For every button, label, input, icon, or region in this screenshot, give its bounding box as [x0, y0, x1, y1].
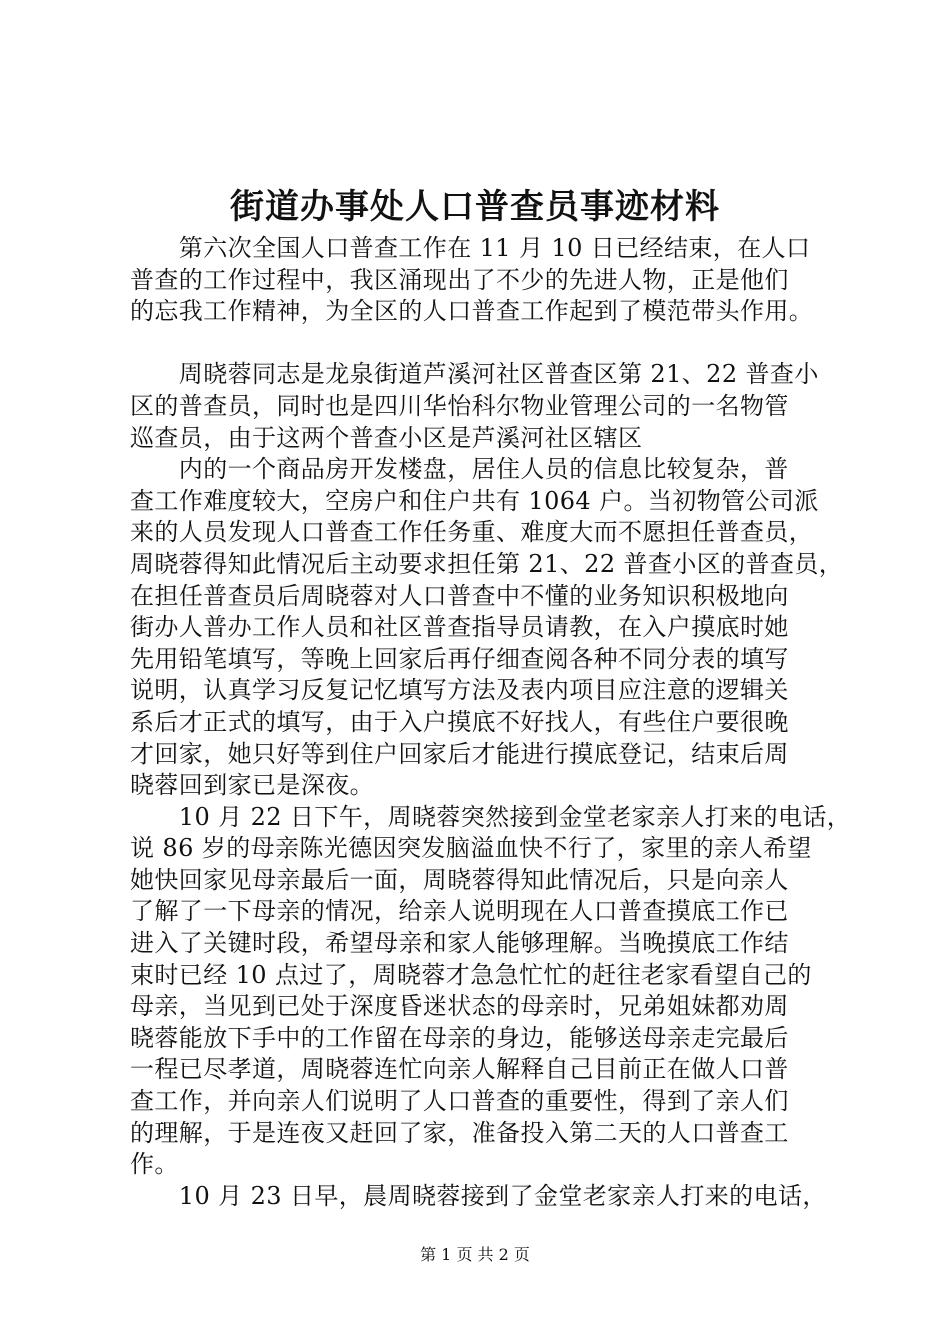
body-line: 系后才正式的填写，由于入户摸底不好找人，有些住户要很晚: [130, 707, 789, 736]
body-line: 10 月 22 日下午，周晓蓉突然接到金堂老家亲人打来的电话，: [130, 802, 852, 831]
body-line: 她快回家见母亲最后一面，周晓蓉得知此情况后，只是向亲人: [130, 865, 789, 894]
body-line: 晓蓉回到家已是深夜。: [130, 771, 374, 800]
body-line: 普查的工作过程中，我区涌现出了不少的先进人物，正是他们: [130, 265, 789, 294]
body-line: 巡查员，由于这两个普查小区是芦溪河社区辖区: [130, 423, 643, 452]
body-line: 说 86 岁的母亲陈光德因突发脑溢血快不行了，家里的亲人希望: [130, 834, 812, 863]
body-line: 一程已尽孝道，周晓蓉连忙向亲人解释自己目前正在做人口普: [130, 1055, 789, 1084]
body-line: 作。: [130, 1150, 179, 1179]
body-line: 的忘我工作精神，为全区的人口普查工作起到了模范带头作用。: [130, 297, 814, 326]
body-line: 进入了关键时段，希望母亲和家人能够理解。当晚摸底工作结: [130, 929, 789, 958]
body-line: 周晓蓉得知此情况后主动要求担任第 21、22 普查小区的普查员，: [130, 549, 844, 578]
body-line: 说明，认真学习反复记忆填写方法及表内项目应注意的逻辑关: [130, 676, 789, 705]
body-line: 晓蓉能放下手中的工作留在母亲的身边，能够送母亲走完最后: [130, 1023, 789, 1052]
paragraph-gap: [130, 328, 850, 360]
body-line: 才回家，她只好等到住户回家后才能进行摸底登记，结束后周: [130, 739, 789, 768]
body-line: 先用铅笔填写，等晚上回家后再仔细查阅各种不同分表的填写: [130, 644, 789, 673]
body-line: 查工作，并向亲人们说明了人口普查的重要性，得到了亲人们: [130, 1087, 789, 1116]
body-line: 区的普查员，同时也是四川华怡科尔物业管理公司的一名物管: [130, 391, 789, 420]
body-line: 第六次全国人口普查工作在 11 月 10 日已经结束，在人口: [130, 234, 811, 262]
body-line: 10 月 23 日早，晨周晓蓉接到了金堂老家亲人打来的电话，: [130, 1181, 827, 1210]
body-line: 束时已经 10 点过了，周晓蓉才急急忙忙的赶往老家看望自己的: [130, 960, 812, 989]
body-line: 来的人员发现人口普查工作任务重、难度大而不愿担任普查员，: [130, 518, 814, 547]
body-line: 内的一个商品房开发楼盘，居住人员的信息比较复杂，普: [130, 455, 789, 484]
document-title: 街道办事处人口普查员事迹材料: [230, 187, 720, 227]
body-line: 查工作难度较大，空房户和住户共有 1064 户。当初物管公司派: [130, 486, 819, 515]
page-number-footer: 第 1 页 共 2 页: [420, 1245, 530, 1264]
body-line: 在担任普查员后周晓蓉对人口普查中不懂的业务知识积极地向: [130, 581, 789, 610]
body-line: 母亲，当见到已处于深度昏迷状态的母亲时，兄弟姐妹都劝周: [130, 992, 789, 1021]
document-body: [130, 233, 850, 1212]
body-line: 的理解，于是连夜又赶回了家，准备投入第二天的人口普查工: [130, 1118, 789, 1147]
body-line: 街办人普办工作人员和社区普查指导员请教，在入户摸底时她: [130, 613, 789, 642]
body-line: 了解了一下母亲的情况，给亲人说明现在人口普查摸底工作已: [130, 897, 789, 926]
body-line: 周晓蓉同志是龙泉街道芦溪河社区普查区第 21、22 普查小: [130, 360, 819, 389]
